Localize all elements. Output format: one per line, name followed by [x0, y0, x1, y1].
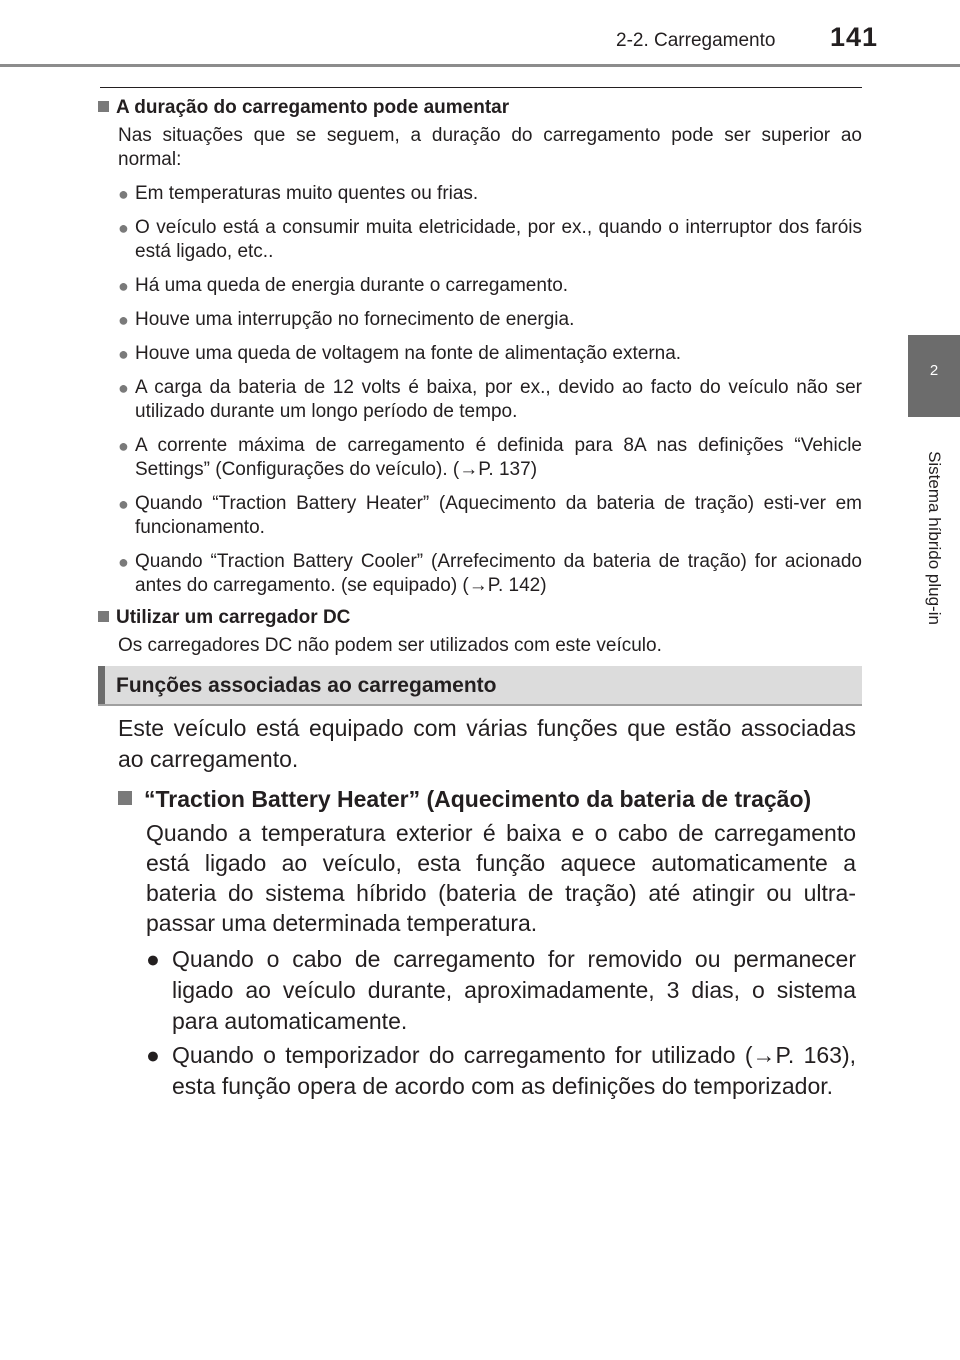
- main-subheading-text: “Traction Battery Heater” (Aquecimento da bateria de tração): [144, 786, 812, 812]
- square-bullet-icon: [98, 101, 109, 112]
- list-item-text: Quando “Traction Battery Cooler” (Arrefecimento da bateria de tração) for acionado antes do carregamento. (se equipado) (→P. 142): [135, 551, 862, 596]
- bullet-icon: ●: [118, 276, 129, 296]
- content-rule: [100, 87, 862, 88]
- bullet-icon: ●: [118, 344, 129, 364]
- list-item-text: A corrente máxima de carregamento é definida para 8A nas definições “Vehicle Settings” (Configurações do veículo). (→P. 137): [135, 435, 862, 480]
- list-item: [98, 216, 862, 264]
- section-heading-text: Utilizar um carregador DC: [116, 607, 351, 628]
- page-number: 141: [830, 22, 879, 52]
- list-item: [98, 182, 862, 206]
- bullet-icon: ●: [118, 310, 129, 330]
- list-item-text: Quando o cabo de carregamento for removido ou permanecer ligado ao veículo durante, aproximadamente, 3 dias, o sistema para automaticamente.: [172, 946, 856, 1034]
- bullet-icon: ●: [146, 1042, 160, 1068]
- bullet-icon: ●: [118, 494, 129, 514]
- list-item-text: Houve uma queda de voltagem na fonte de alimentação externa.: [135, 343, 682, 364]
- list-item: [98, 550, 862, 598]
- heading-bar-accent: [98, 666, 105, 704]
- list-item-text: Quando o temporizador do carregamento for utilizado (→P. 163), esta função opera de acordo com as definições do temporizador.: [172, 1042, 856, 1099]
- section-body: Os carregadores DC não podem ser utilizados com este veículo.: [118, 635, 662, 656]
- section-heading-text: A duração do carregamento pode aumentar: [116, 97, 510, 118]
- list-item: [146, 944, 856, 1037]
- bullet-icon: ●: [118, 552, 129, 572]
- bullet-icon: ●: [118, 184, 129, 204]
- bullet-icon: ●: [118, 218, 129, 238]
- bullet-icon: ●: [146, 946, 160, 972]
- main-intro: Este veículo está equipado com várias funções que estão associadas ao carregamento.: [118, 715, 856, 772]
- list-item: [98, 376, 862, 424]
- bullet-icon: ●: [118, 378, 129, 398]
- list-item-text: Quando “Traction Battery Heater” (Aquecimento da bateria de tração) esti-ver em funcionamento.: [135, 493, 862, 538]
- header-rule: [0, 64, 960, 67]
- list-item: [146, 1040, 856, 1102]
- section-intro: Nas situações que se seguem, a duração do carregamento pode ser superior ao normal:: [118, 125, 862, 170]
- section-heading: [98, 96, 862, 120]
- section-charging-duration: [98, 96, 862, 658]
- list-item-text: A carga da bateria de 12 volts é baixa, por ex., devido ao facto do veículo não ser utilizado durante um longo período de tempo.: [135, 377, 862, 422]
- square-bullet-icon: [98, 611, 109, 622]
- section-heading: [98, 606, 862, 630]
- list-item-text: Há uma queda de energia durante o carregamento.: [135, 275, 569, 296]
- list-item: [98, 274, 862, 298]
- chapter-tab-title: [908, 420, 960, 655]
- heading-bar: [98, 666, 862, 706]
- list-item: [98, 342, 862, 366]
- list-item-text: Houve uma interrupção no fornecimento de energia.: [135, 309, 575, 330]
- bullet-icon: ●: [118, 436, 129, 456]
- list-item: [98, 308, 862, 332]
- main-paragraph: Quando a temperatura exterior é baixa e o cabo de carregamento está ligado ao veículo, esta função aquece automaticamente a bateria do sistema híbrido (bateria de tração) até atingir ou ultra-passar uma determinada temperatura.: [146, 820, 856, 936]
- heading-bar-title: Funções associadas ao carregamento: [116, 674, 497, 697]
- section-title: 2-2. Carregamento: [616, 30, 776, 51]
- main-subheading: [118, 784, 862, 815]
- square-bullet-icon: [118, 784, 144, 815]
- chapter-tab-number: 2: [908, 335, 960, 417]
- list-item-text: O veículo está a consumir muita eletricidade, por ex., quando o interruptor dos faróis está ligado, etc..: [135, 217, 862, 262]
- chapter-tab-title-text: Sistema híbrido plug-in: [925, 450, 944, 625]
- list-item-text: Em temperaturas muito quentes ou frias.: [135, 183, 479, 204]
- list-item: [98, 434, 862, 482]
- list-item: [98, 492, 862, 540]
